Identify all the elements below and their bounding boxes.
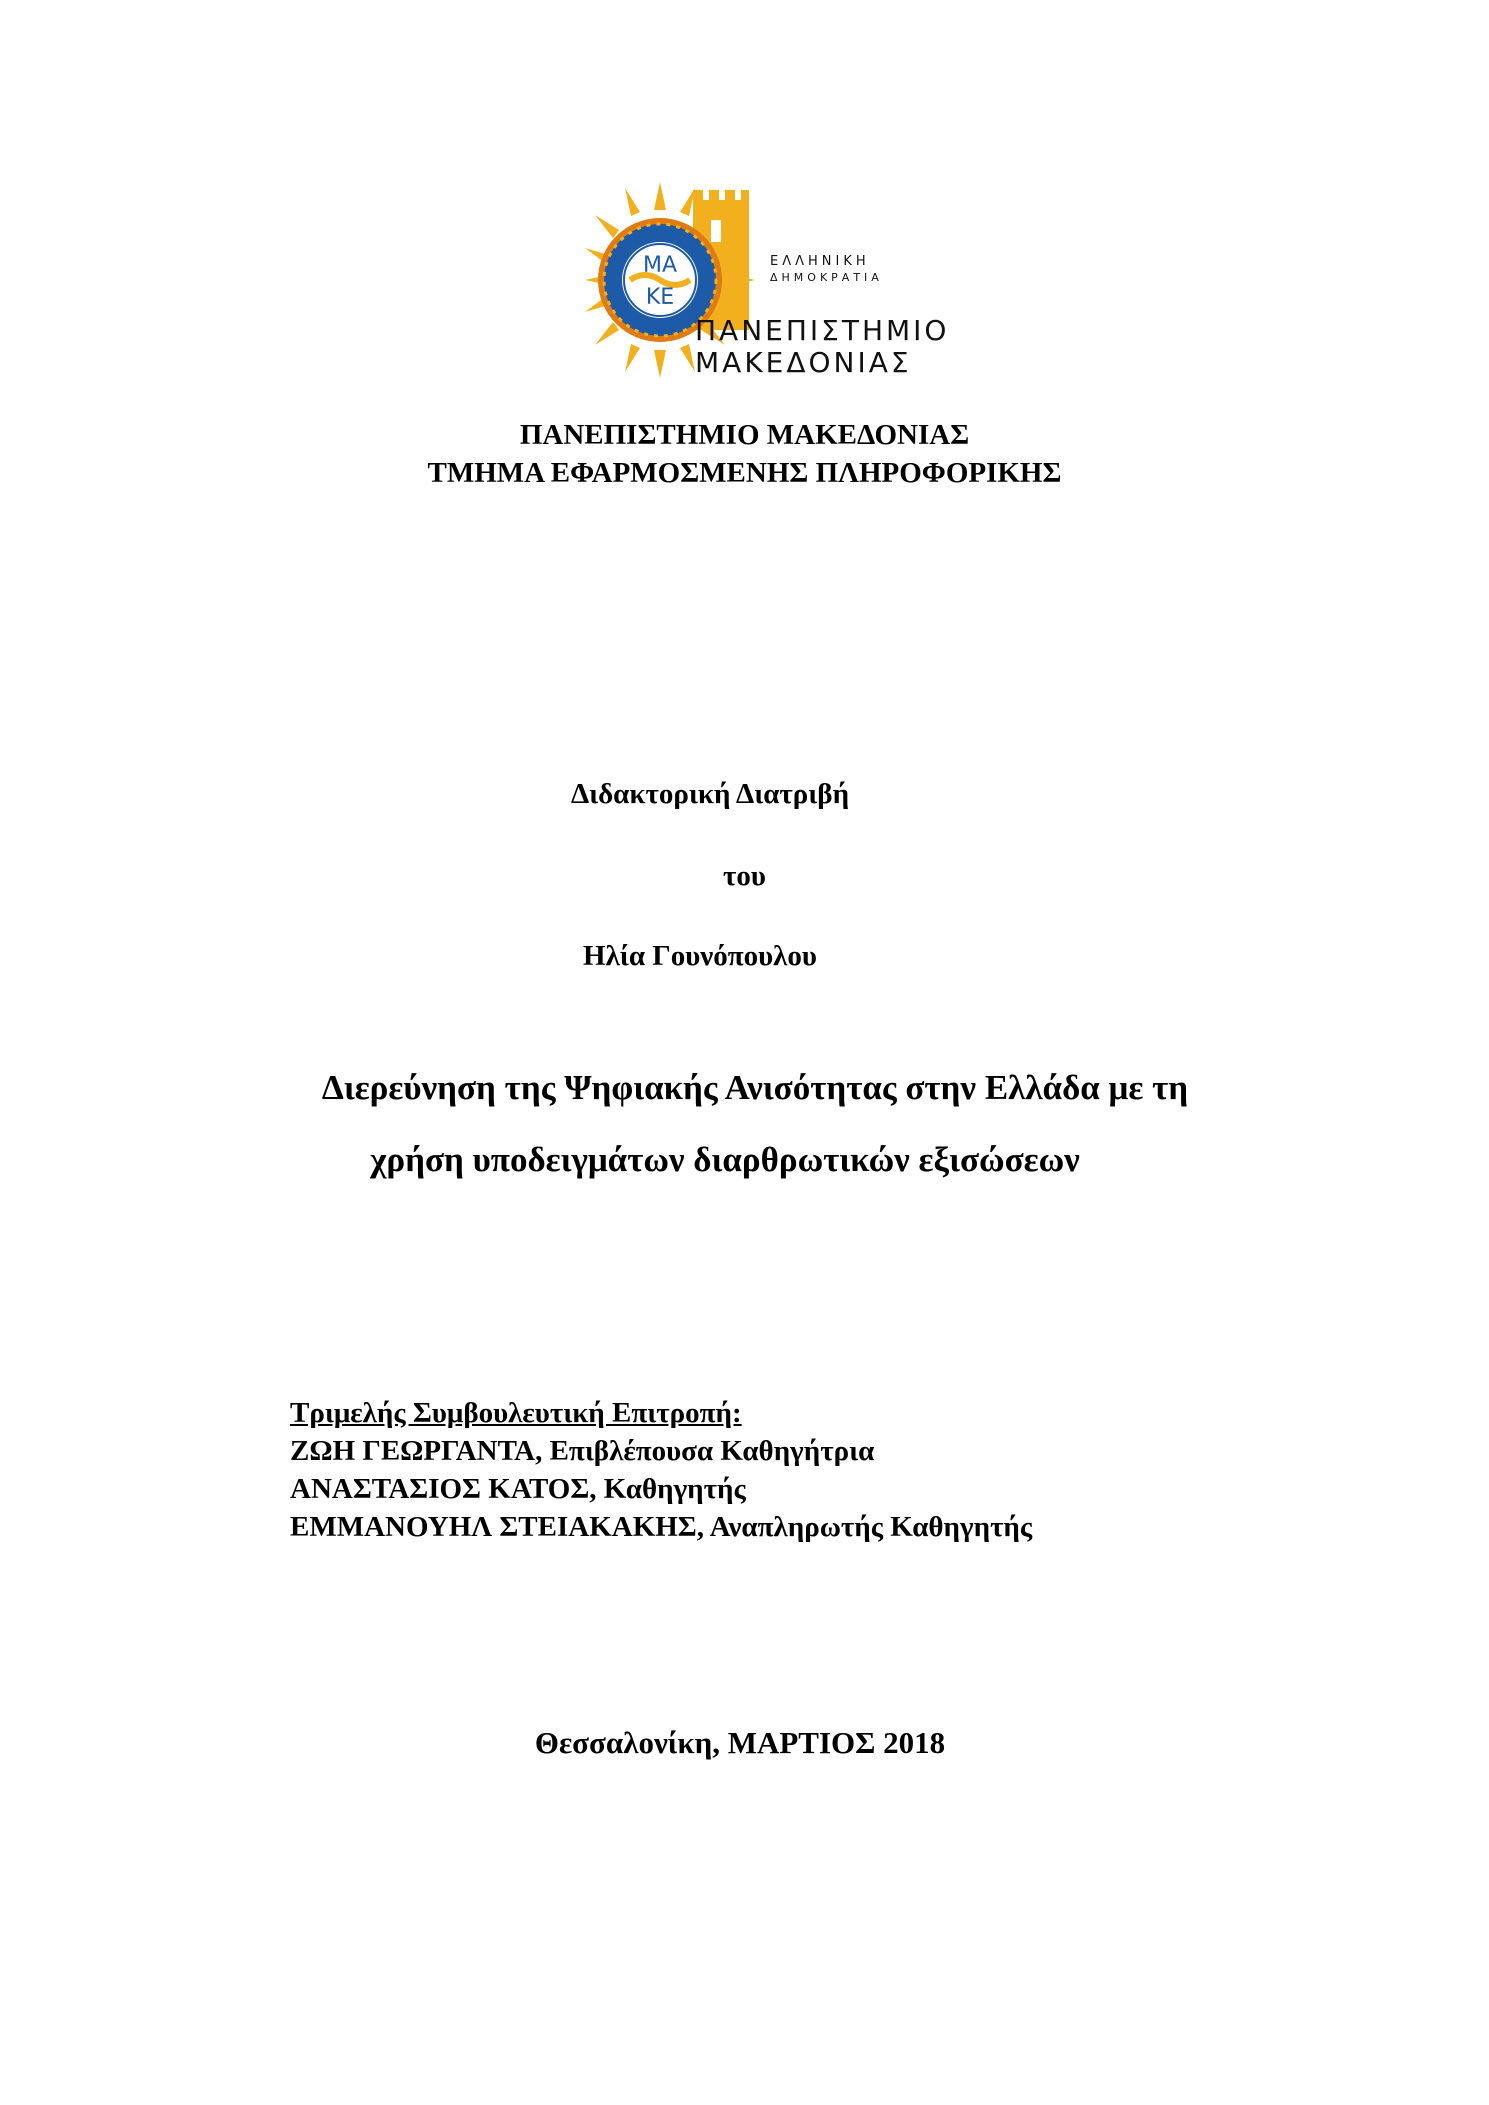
place-date: Θεσσαλονίκη, ΜΑΡΤΙΟΣ 2018 [534, 1725, 946, 1760]
thesis-author: Ηλία Γουνόπουλου [583, 940, 817, 972]
thesis-title-line1: Διερεύνηση της Ψηφιακής Ανισότητας στην Ελλάδα με τη [321, 1068, 1189, 1107]
committee-heading: Τριμελής Συμβουλευτική Επιτροπή: [290, 1397, 742, 1429]
logo-university-text [695, 315, 949, 379]
logo-university-line1: ΠΑΝΕΠΙΣΤΗΜΙΟ [695, 314, 950, 347]
department-name: ΤΜΗΜΑ ΕΦΑΡΜΟΣΜΕΝΗΣ ΠΛΗΡΟΦΟΡΙΚΗΣ [427, 457, 1062, 489]
thesis-title-line2: χρήση υποδειγμάτων διαρθρωτικών εξισώσεων [370, 1140, 1080, 1179]
thesis-of: του [723, 860, 766, 892]
thesis-type: Διδακτορική Διατριβή [570, 778, 850, 810]
committee-member: ΕΜΜΑΝΟΥΗΛ ΣΤΕΙΑΚΑΚΗΣ, Αναπληρωτής Καθηγητής [290, 1511, 1033, 1543]
university-name: ΠΑΝΕΠΙΣΤΗΜΙΟ ΜΑΚΕΔΟΝΙΑΣ [519, 419, 970, 451]
advisory-committee [290, 1394, 1032, 1546]
logo-republic-text [770, 254, 883, 286]
svg-text:ΜΑ: ΜΑ [642, 253, 678, 278]
committee-member: ΑΝΑΣΤΑΣΙΟΣ ΚΑΤΟΣ, Καθηγητής [290, 1473, 746, 1505]
svg-text:ΚΕ: ΚΕ [645, 285, 675, 310]
logo-republic-line1: ΕΛΛΗΝΙΚΗ [770, 254, 870, 269]
committee-member: ΖΩΗ ΓΕΩΡΓΑΝΤΑ, Επιβλέπουσα Καθηγήτρια [290, 1435, 875, 1467]
logo-republic-line2: ΔΗΜΟΚΡΑΤΙΑ [770, 271, 883, 284]
logo-university-line2: ΜΑΚΕΔΟΝΙΑΣ [695, 346, 912, 379]
university-logo [585, 180, 950, 380]
